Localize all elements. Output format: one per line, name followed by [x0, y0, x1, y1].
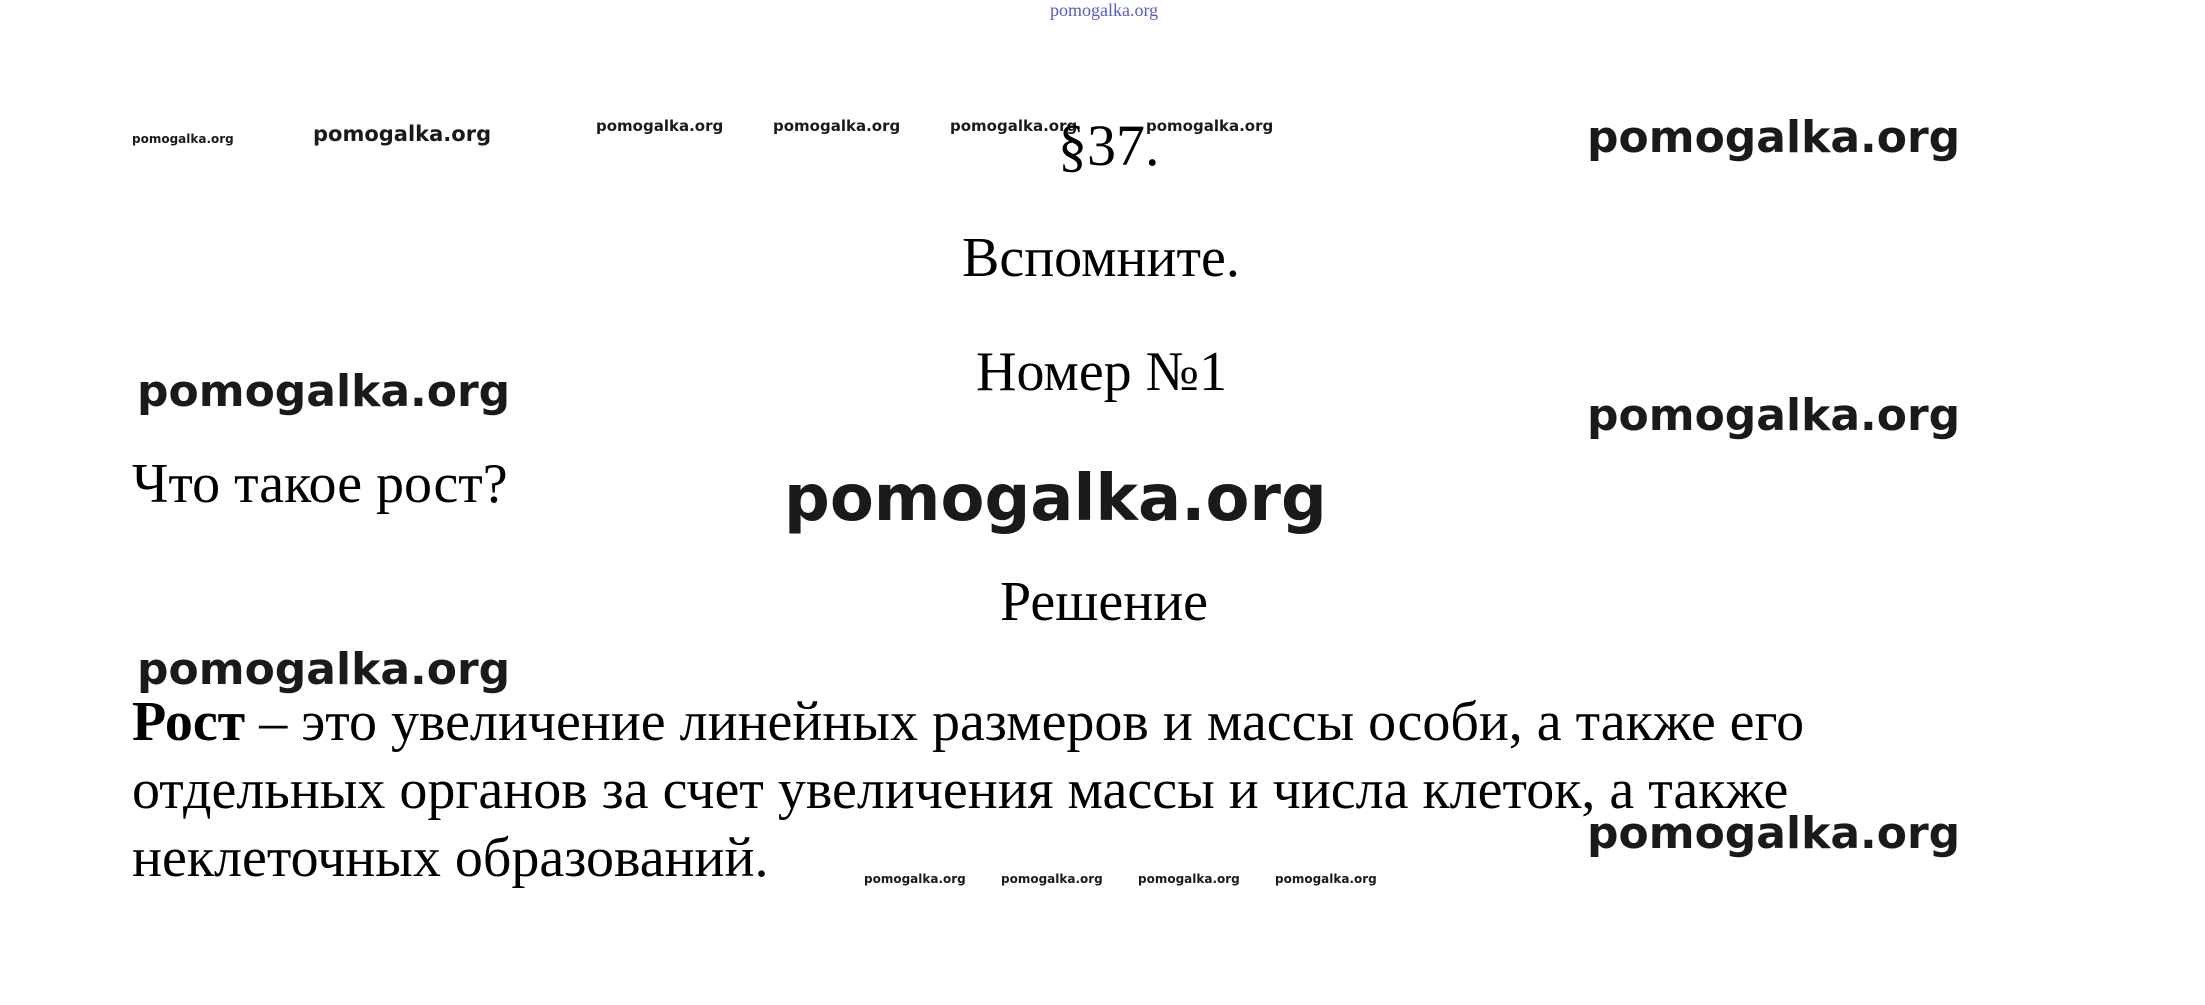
watermark-bottom-4: pomogalka.org [1275, 872, 1377, 886]
watermark-small-4: pomogalka.org [950, 117, 1078, 135]
answer-line-1-rest: – это увеличение линейных размеров и массы особи, а также его [245, 691, 1805, 753]
solution-heading: Решение [1000, 571, 1209, 633]
task-number-heading: Номер №1 [976, 341, 1228, 403]
watermark-large-right-1: pomogalka.org [1587, 112, 1961, 163]
watermark-large-right-2: pomogalka.org [1587, 390, 1961, 441]
top-watermark-link[interactable]: pomogalka.org [1050, 0, 1159, 20]
watermark-bottom-2: pomogalka.org [1001, 872, 1103, 886]
answer-line-3: неклеточных образований. [132, 827, 769, 889]
watermark-small-5: pomogalka.org [1146, 117, 1274, 135]
watermark-center-large: pomogalka.org [784, 462, 1327, 536]
watermark-medium-1: pomogalka.org [313, 122, 492, 146]
watermark-small-2: pomogalka.org [596, 117, 724, 135]
question-text: Что такое рост? [132, 453, 508, 515]
watermark-large-left-1: pomogalka.org [137, 366, 511, 417]
answer-term: Рост [132, 691, 246, 753]
paragraph-number: §37. [1058, 113, 1160, 178]
watermark-bottom-1: pomogalka.org [864, 872, 966, 886]
watermark-small-3: pomogalka.org [773, 117, 901, 135]
watermark-large-right-3: pomogalka.org [1587, 808, 1961, 859]
recall-heading: Вспомните. [962, 227, 1240, 289]
watermark-bottom-3: pomogalka.org [1138, 872, 1240, 886]
watermark-small-1: pomogalka.org [132, 132, 234, 146]
watermark-large-left-2: pomogalka.org [137, 644, 511, 695]
answer-paragraph [132, 688, 2132, 892]
answer-line-2: отдельных органов за счет увеличения массы и числа клеток, а также [132, 759, 1789, 821]
answer-line-1 [132, 688, 2132, 756]
